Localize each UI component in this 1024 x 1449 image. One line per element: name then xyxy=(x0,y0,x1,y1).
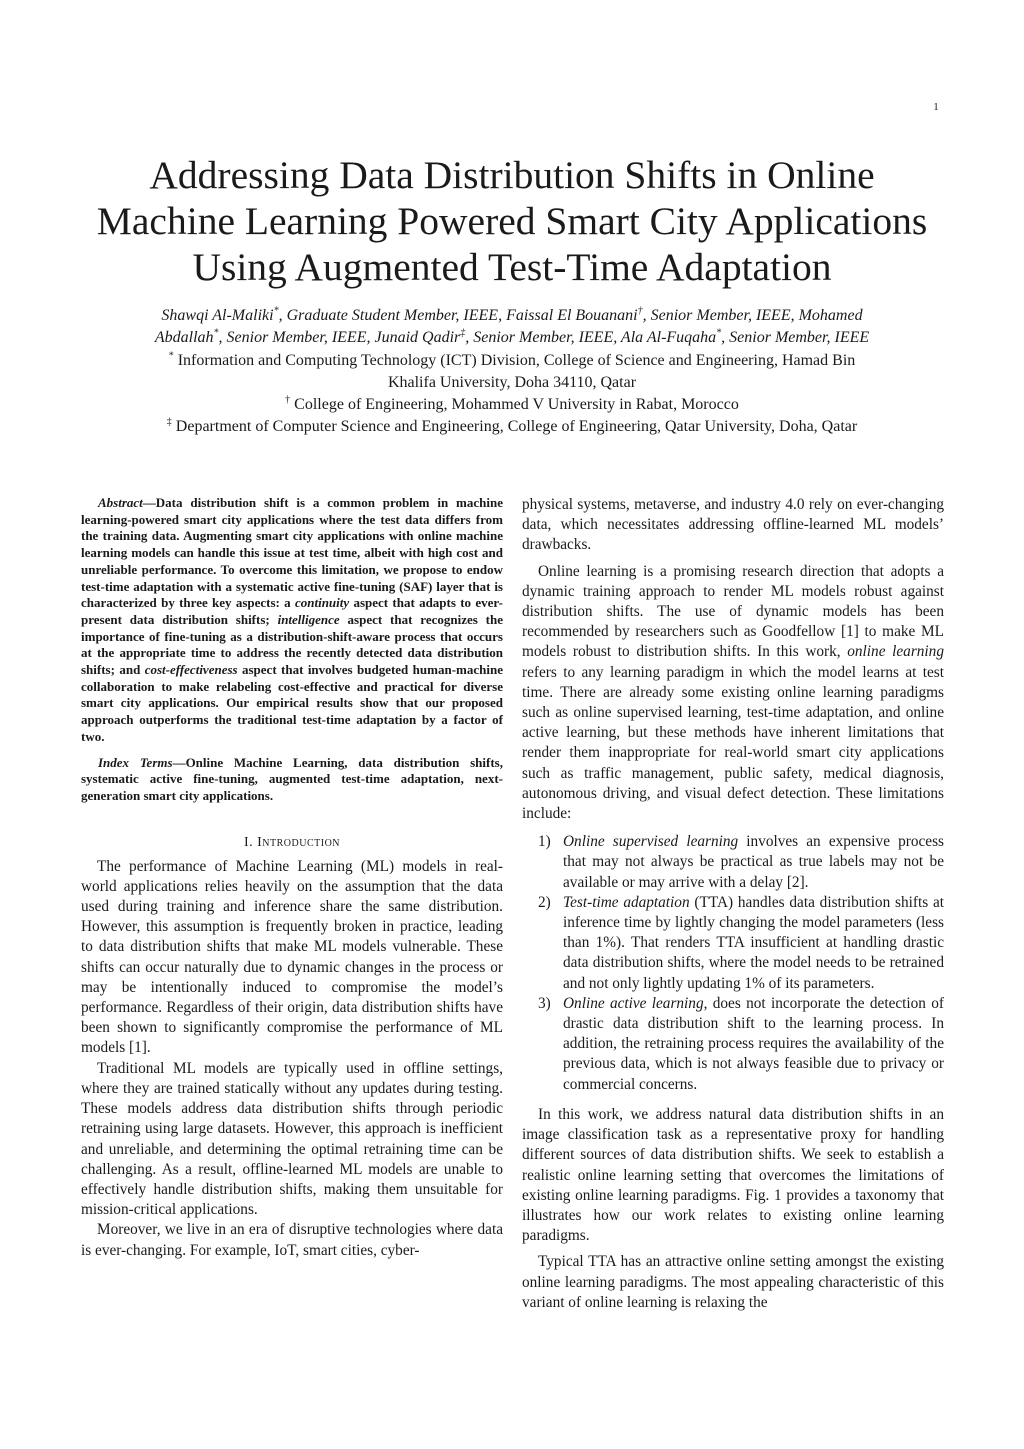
title-line-2: Machine Learning Powered Smart City Applications xyxy=(96,199,928,243)
typical-tta-paragraph: Typical TTA has an attractive online setting amongst the existing online learning paradigms. The most appealing characteristic of this variant of online learning is relaxing the xyxy=(522,1253,944,1311)
author-line-1: Shawqi Al-Maliki*, Graduate Student Member, IEEE, Faissal El Bouanani†, Senior Member, IEEE, Mohamed xyxy=(161,305,863,324)
intro-paragraph-1: The performance of Machine Learning (ML) models in real-world applications relies heavily on the assumption that the data used during training and inference share the same distribution. However, this assumption is frequently broken in practice, leading to data distribution shifts that make ML models vulnerable. These shifts can occur naturally due to dynamic changes in the process or may be intentionally induced to compromise the model’s performance. Regardless of their origin, data distribution shifts have been shown to significantly compromise the performance of ML models [1]. xyxy=(81,857,503,1057)
author-list xyxy=(70,305,954,349)
right-column xyxy=(522,495,944,1313)
title-line-1: Addressing Data Distribution Shifts in Online xyxy=(149,153,875,197)
left-column xyxy=(81,495,503,1261)
intro-paragraph-2: Traditional ML models are typically used in offline settings, where they are trained statically without any updates during testing. These models address data distribution shifts through periodic retraining using large datasets. However, this approach is inefficient and unreliable, and determining the optimal retraining time can be challenging. As a result, offline-learned ML models are unable to effectively handle distribution shifts, making them unsuitable for mission-critical applications. xyxy=(81,1059,503,1219)
affiliations xyxy=(70,350,954,438)
paper-title xyxy=(60,152,964,290)
affiliation-1-line-1: * Information and Computing Technology (ICT) Division, College of Science and Engineering, Hamad Bin xyxy=(168,350,856,369)
abstract-label: Abstract xyxy=(98,495,143,510)
limitations-list xyxy=(522,832,944,1095)
title-line-3: Using Augmented Test-Time Adaptation xyxy=(192,245,832,289)
list-item: 3) Online active learning, does not incorporate the detection of drastic data distribution shift to the learning process. In addition, the retraining process requires the availability of the previous data, which is not always feasible due to privacy or commercial concerns. xyxy=(538,994,945,1093)
affiliation-1-line-2: Khalifa University, Doha 34110, Qatar xyxy=(387,374,637,391)
right-paragraph-continued: physical systems, metaverse, and industry 4.0 rely on ever-changing data, which necessitates addressing offline-learned ML models’ drawbacks. xyxy=(522,496,944,554)
section-heading-introduction: I. Introduction xyxy=(243,834,341,850)
list-item: 2) Test-time adaptation (TTA) handles data distribution shifts at inference time by lightly changing the model parameters (less than 1%). That renders TTA insufficient at handling drastic data distribution shifts, where the model needs to be retrained and not only lightly updating 1% of its parameters. xyxy=(538,893,944,992)
affiliation-3: ‡ Department of Computer Science and Engineering, College of Engineering, Qatar University, Doha, Qatar xyxy=(166,416,858,435)
list-item: 1) Online supervised learning involves an expensive process that may not always be practical as true labels may not be available or may arrive with a delay [2]. xyxy=(538,833,944,891)
author-line-2: Abdallah*, Senior Member, IEEE, Junaid Qadir‡, Senior Member, IEEE, Ala Al-Fuqaha*, Senior Member, IEEE xyxy=(154,327,870,346)
this-work-paragraph: In this work, we address natural data distribution shifts in an image classification task as a representative proxy for handling different sources of data distribution shifts. We seek to establish a realistic online learning setting that overcomes the limitations of existing online learning paradigms. Fig. 1 provides a taxonomy that illustrates how our work relates to existing online learning paradigms. xyxy=(522,1105,944,1245)
intro-paragraph-3: Moreover, we live in an era of disruptive technologies where data is ever-changing. For example, IoT, smart cities, cyber- xyxy=(81,1221,503,1259)
affiliation-2: † College of Engineering, Mohammed V University in Rabat, Morocco xyxy=(285,394,739,413)
index-terms-label: Index Terms xyxy=(98,754,173,770)
abstract: Abstract—Data distribution shift is a common problem in machine learning-powered smart city applications where the test data differs from the training data. Augmenting smart city applications with online machine learning models can handle this issue at test time, albeit with high cost and unreliable performance. To overcome this limitation, we propose to endow test-time adaptation with a systematic active fine-tuning (SAF) layer that is characterized by three key aspects: a continuity aspect that adapts to ever-present data distribution shifts; intelligence aspect that recognizes the importance of fine-tuning as a distribution-shift-aware process that occurs at the appropriate time to address the recently detected data distribution shifts; and cost-effectiveness aspect that involves budgeted human-machine collaboration to make relabeling cost-effective and practical for diverse smart city applications. Our empirical results show that our proposed approach outperforms the traditional test-time adaptation by a factor of two. xyxy=(81,495,503,744)
index-terms: Index Terms—Online Machine Learning, data distribution shifts, systematic active fine-tuning, augmented test-time adaptation, next-generation smart city applications. xyxy=(81,754,503,803)
page-number: 1 xyxy=(933,101,939,113)
online-learning-paragraph: Online learning is a promising research direction that adopts a dynamic training approach to render ML models robust against distribution shifts. The use of dynamic models has been recommended by researchers such as Goodfellow [1] to make ML models robust to distribution shifts. In this work, online learning refers to any learning paradigm in which the model learns at test time. There are already some existing online learning paradigms such as online supervised learning, test-time adaptation, and online active learning, but these methods have inherent limitations that render them inappropriate for real-world smart city applications such as traffic management, public safety, medical diagnosis, autonomous driving, and visual defect detection. These limitations include: xyxy=(522,562,944,823)
